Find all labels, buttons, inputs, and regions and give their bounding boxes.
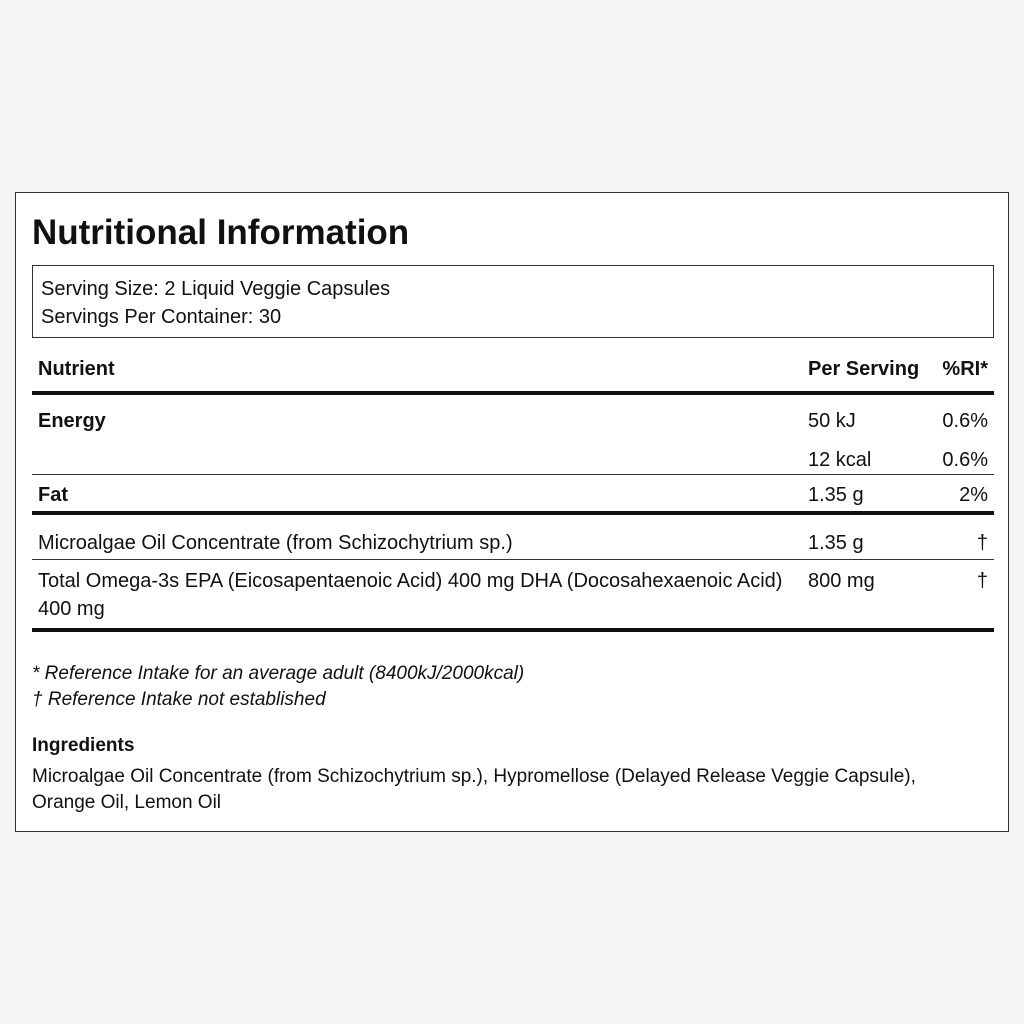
table-row [32, 435, 994, 475]
ingredients-heading: Ingredients [32, 735, 135, 756]
page-title: Nutritional Information [32, 213, 410, 252]
ri-value: 0.6% [942, 410, 988, 432]
nutrition-panel [15, 192, 1009, 832]
servings-per-container: Servings Per Container: 30 [41, 306, 282, 328]
ri-value: 0.6% [928, 435, 994, 475]
footnote-ri: * Reference Intake for an average adult (8400kJ/2000kcal) [32, 663, 525, 684]
table-header-row [32, 347, 994, 393]
nutrient-name: Microalgae Oil Concentrate (from Schizochytrium sp.) [32, 513, 802, 560]
table-row [32, 560, 994, 631]
table-row [32, 513, 994, 560]
serving-size: Serving Size: 2 Liquid Veggie Capsules [41, 278, 391, 300]
footnotes [32, 661, 524, 713]
per-serving-value: 12 kcal [802, 435, 928, 475]
per-serving-value: 1.35 g [802, 513, 928, 560]
per-serving-value: 1.35 g [802, 475, 928, 514]
ri-value: † [928, 513, 994, 560]
header-nutrient: Nutrient [32, 347, 802, 393]
ri-value: 2% [928, 475, 994, 514]
per-serving-value: 800 mg [802, 560, 928, 631]
ri-value: † [928, 560, 994, 631]
serving-info-box [32, 265, 994, 338]
nutrient-name: Energy [38, 410, 106, 432]
footnote-not-established: † Reference Intake not established [32, 689, 326, 710]
per-serving-value: 50 kJ [808, 410, 856, 432]
header-per-serving: Per Serving [802, 347, 928, 393]
nutrition-table [32, 347, 994, 632]
nutrient-name: Fat [32, 475, 802, 514]
table-row [32, 393, 994, 435]
header-ri: %RI* [928, 347, 994, 393]
nutrient-name [32, 435, 802, 475]
nutrient-name: Total Omega-3s EPA (Eicosapentaenoic Acid) 400 mg DHA (Docosahexaenoic Acid) 400 mg [32, 560, 802, 631]
ingredients-text: Microalgae Oil Concentrate (from Schizochytrium sp.), Hypromellose (Delayed Release Veggie Capsule), Orange Oil, Lemon Oil [32, 766, 916, 813]
table-row [32, 475, 994, 514]
